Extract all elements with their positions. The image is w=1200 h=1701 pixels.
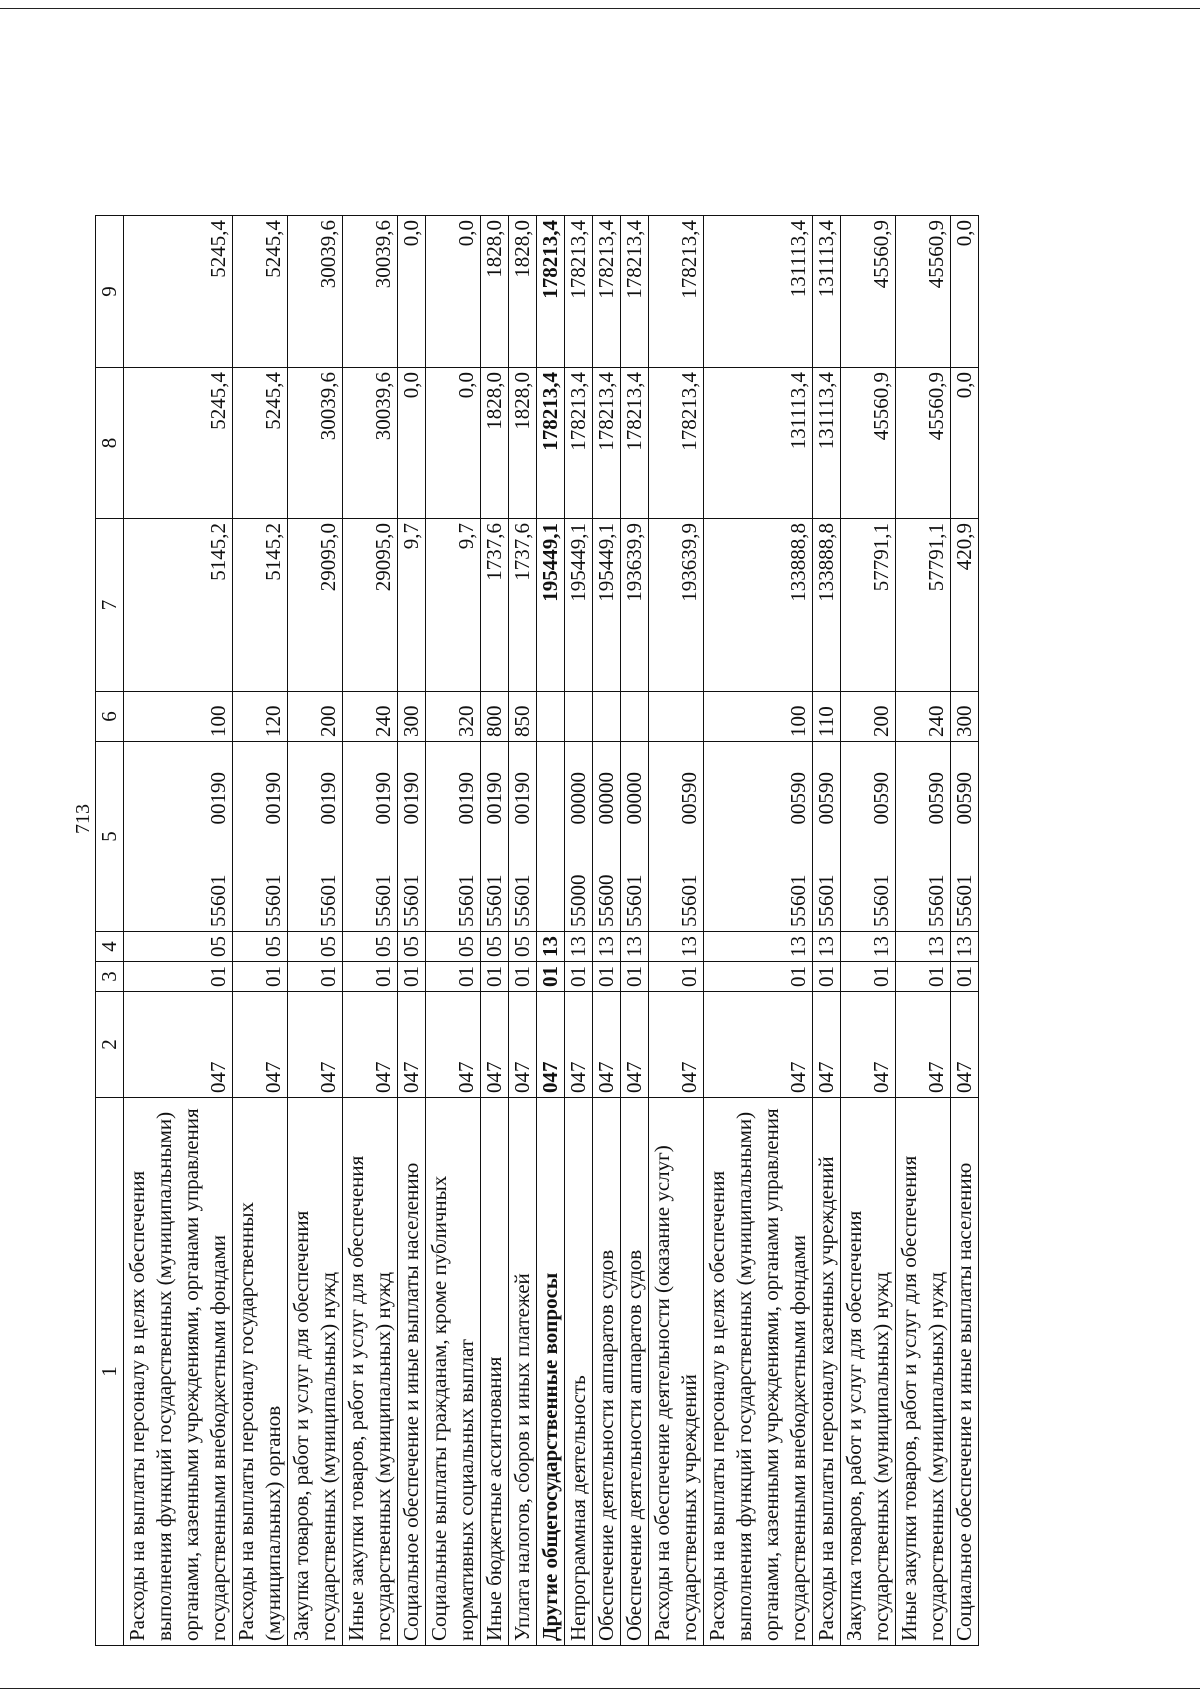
section-code: 01	[537, 962, 565, 992]
target-article-cell	[841, 742, 896, 932]
subsection-code: 13	[649, 932, 704, 962]
amount-col7: 9,7	[426, 519, 481, 692]
amount-col7: 133888,8	[704, 519, 813, 692]
section-code: 01	[593, 962, 621, 992]
amount-col7: 9,7	[398, 519, 426, 692]
table-row	[509, 216, 537, 1646]
amount-col8: 45560,9	[896, 368, 951, 519]
expense-type-code	[621, 692, 649, 742]
amount-col9: 0,0	[398, 216, 426, 368]
page-number: 713	[72, 804, 94, 834]
row-name: Обеспечение деятельности аппаратов судов	[621, 1098, 649, 1646]
subsection-code: 13	[537, 932, 565, 962]
row-name: Обеспечение деятельности аппаратов судов	[593, 1098, 621, 1646]
amount-col8: 0,0	[951, 368, 979, 519]
section-code: 01	[621, 962, 649, 992]
target-article-cell	[288, 742, 343, 932]
section-code: 01	[813, 962, 841, 992]
target-article-direction: 00000	[566, 772, 590, 825]
ministry-code: 047	[509, 992, 537, 1098]
target-article-direction: 00590	[952, 772, 976, 825]
amount-col9: 30039,6	[288, 216, 343, 368]
target-article-cell	[813, 742, 841, 932]
row-name: Непрограммная деятельность	[565, 1098, 593, 1646]
amount-col7: 133888,8	[813, 519, 841, 692]
target-article-direction: 00190	[399, 772, 423, 825]
target-article-program: 55601	[482, 874, 506, 927]
subsection-code: 05	[124, 932, 233, 962]
amount-col8: 178213,4	[537, 368, 565, 519]
expense-type-code: 800	[481, 692, 509, 742]
target-article-program: 55601	[399, 874, 423, 927]
expense-type-code: 200	[841, 692, 896, 742]
ministry-code: 047	[649, 992, 704, 1098]
ministry-code: 047	[288, 992, 343, 1098]
expense-type-code: 240	[896, 692, 951, 742]
table-row	[593, 216, 621, 1646]
row-name: Расходы на обеспечение деятельности (оказание услуг) государственных учреждений	[649, 1098, 704, 1646]
target-article-direction: 00000	[594, 772, 618, 825]
section-code: 01	[124, 962, 233, 992]
target-article-program: 55000	[566, 874, 590, 927]
section-code: 01	[704, 962, 813, 992]
column-header: 4	[96, 932, 124, 962]
target-article-direction: 00590	[677, 772, 701, 825]
row-name: Расходы на выплаты персоналу в целях обеспечения выполнения функций государственных (муниципальными) органами, казенными учреждениями, органами управления государственными внебюджетными фондами	[124, 1098, 233, 1646]
table-row	[537, 216, 565, 1646]
ministry-code: 047	[481, 992, 509, 1098]
expense-type-code	[593, 692, 621, 742]
amount-col8: 30039,6	[288, 368, 343, 519]
expense-type-code	[565, 692, 593, 742]
ministry-code: 047	[593, 992, 621, 1098]
column-header: 3	[96, 962, 124, 992]
table-row	[951, 216, 979, 1646]
amount-col9: 45560,9	[896, 216, 951, 368]
amount-col7: 5145,2	[233, 519, 288, 692]
target-article-direction: 00590	[814, 772, 838, 825]
ministry-code: 047	[398, 992, 426, 1098]
amount-col9: 5245,4	[124, 216, 233, 368]
expense-type-code: 300	[398, 692, 426, 742]
section-code: 01	[951, 962, 979, 992]
target-article-direction: 00190	[482, 772, 506, 825]
amount-col9: 178213,4	[649, 216, 704, 368]
table-row	[288, 216, 343, 1646]
amount-col8: 178213,4	[593, 368, 621, 519]
ministry-code: 047	[704, 992, 813, 1098]
target-article-direction: 00590	[924, 772, 948, 825]
amount-col8: 30039,6	[343, 368, 398, 519]
target-article-program: 55601	[261, 874, 285, 927]
section-code: 01	[565, 962, 593, 992]
budget-table	[95, 215, 979, 1646]
row-name: Расходы на выплаты персоналу казенных учреждений	[813, 1098, 841, 1646]
target-article-program: 55601	[371, 874, 395, 927]
amount-col7: 5145,2	[124, 519, 233, 692]
ministry-code: 047	[537, 992, 565, 1098]
target-article-cell	[509, 742, 537, 932]
expense-type-code: 850	[509, 692, 537, 742]
ministry-code: 047	[426, 992, 481, 1098]
ministry-code: 047	[565, 992, 593, 1098]
amount-col9: 30039,6	[343, 216, 398, 368]
amount-col9: 0,0	[951, 216, 979, 368]
row-name: Закупка товаров, работ и услуг для обеспечения государственных (муниципальных) нужд	[841, 1098, 896, 1646]
row-name: Расходы на выплаты персоналу государственных (муниципальных) органов	[233, 1098, 288, 1646]
column-header-row	[96, 216, 124, 1646]
amount-col9: 0,0	[426, 216, 481, 368]
row-name: Социальное обеспечение и иные выплаты населению	[398, 1098, 426, 1646]
target-article-cell	[951, 742, 979, 932]
table-row	[398, 216, 426, 1646]
amount-col8: 131113,4	[704, 368, 813, 519]
amount-col7: 195449,1	[593, 519, 621, 692]
section-code: 01	[398, 962, 426, 992]
amount-col8: 131113,4	[813, 368, 841, 519]
amount-col8: 5245,4	[124, 368, 233, 519]
ministry-code: 047	[841, 992, 896, 1098]
section-code: 01	[426, 962, 481, 992]
target-article-cell	[593, 742, 621, 932]
target-article-cell	[704, 742, 813, 932]
row-name: Иные бюджетные ассигнования	[481, 1098, 509, 1646]
column-header: 5	[96, 742, 124, 932]
target-article-program: 55601	[814, 874, 838, 927]
amount-col7: 29095,0	[288, 519, 343, 692]
section-code: 01	[343, 962, 398, 992]
expense-type-code: 320	[426, 692, 481, 742]
table-row	[343, 216, 398, 1646]
row-name: Закупка товаров, работ и услуг для обеспечения государственных (муниципальных) нужд	[288, 1098, 343, 1646]
table-body	[124, 216, 979, 1646]
amount-col7: 195449,1	[565, 519, 593, 692]
column-header: 8	[96, 368, 124, 519]
table-row	[649, 216, 704, 1646]
amount-col9: 178213,4	[621, 216, 649, 368]
target-article-program: 55601	[677, 874, 701, 927]
column-header: 7	[96, 519, 124, 692]
table-row	[565, 216, 593, 1646]
ministry-code: 047	[896, 992, 951, 1098]
ministry-code: 047	[124, 992, 233, 1098]
table-row	[813, 216, 841, 1646]
row-name: Социальные выплаты гражданам, кроме публичных нормативных социальных выплат	[426, 1098, 481, 1646]
subsection-code: 13	[813, 932, 841, 962]
amount-col8: 1828,0	[509, 368, 537, 519]
target-article-program: 55601	[952, 874, 976, 927]
section-code: 01	[233, 962, 288, 992]
table-row	[704, 216, 813, 1646]
amount-col7: 193639,9	[649, 519, 704, 692]
amount-col7: 1737,6	[481, 519, 509, 692]
target-article-program: 55601	[622, 874, 646, 927]
amount-col7: 193639,9	[621, 519, 649, 692]
target-article-program: 55601	[454, 874, 478, 927]
expense-type-code: 120	[233, 692, 288, 742]
row-name: Иные закупки товаров, работ и услуг для обеспечения государственных (муниципальных) нужд	[343, 1098, 398, 1646]
amount-col8: 178213,4	[621, 368, 649, 519]
target-article-direction: 00190	[454, 772, 478, 825]
table-row	[896, 216, 951, 1646]
subsection-code: 13	[951, 932, 979, 962]
section-code: 01	[509, 962, 537, 992]
table-row	[841, 216, 896, 1646]
subsection-code: 05	[509, 932, 537, 962]
amount-col9: 5245,4	[233, 216, 288, 368]
expense-type-code	[537, 692, 565, 742]
target-article-cell	[343, 742, 398, 932]
table-row	[233, 216, 288, 1646]
subsection-code: 13	[621, 932, 649, 962]
amount-col8: 1828,0	[481, 368, 509, 519]
target-article-program: 55601	[786, 874, 810, 927]
column-header: 2	[96, 992, 124, 1098]
target-article-direction: 00190	[206, 772, 230, 825]
target-article-program: 55601	[206, 874, 230, 927]
target-article-direction: 00190	[316, 772, 340, 825]
target-article-program: 55601	[316, 874, 340, 927]
amount-col7: 195449,1	[537, 519, 565, 692]
table-row	[124, 216, 233, 1646]
subsection-code: 13	[841, 932, 896, 962]
subsection-code: 05	[288, 932, 343, 962]
subsection-code: 05	[398, 932, 426, 962]
amount-col9: 45560,9	[841, 216, 896, 368]
subsection-code: 05	[343, 932, 398, 962]
amount-col9: 178213,4	[565, 216, 593, 368]
target-article-cell	[398, 742, 426, 932]
section-code: 01	[649, 962, 704, 992]
expense-type-code	[649, 692, 704, 742]
amount-col8: 178213,4	[565, 368, 593, 519]
amount-col9: 131113,4	[813, 216, 841, 368]
target-article-direction: 00190	[261, 772, 285, 825]
row-name: Другие общегосударственные вопросы	[537, 1098, 565, 1646]
subsection-code: 13	[704, 932, 813, 962]
subsection-code: 13	[565, 932, 593, 962]
expense-type-code: 110	[813, 692, 841, 742]
expense-type-code: 100	[704, 692, 813, 742]
table-row	[621, 216, 649, 1646]
subsection-code: 05	[233, 932, 288, 962]
table-row	[481, 216, 509, 1646]
target-article-cell	[537, 742, 565, 932]
amount-col7: 57791,1	[896, 519, 951, 692]
amount-col8: 0,0	[398, 368, 426, 519]
ministry-code: 047	[621, 992, 649, 1098]
expense-type-code: 200	[288, 692, 343, 742]
section-code: 01	[896, 962, 951, 992]
target-article-direction: 00190	[371, 772, 395, 825]
amount-col9: 1828,0	[481, 216, 509, 368]
row-name: Уплата налогов, сборов и иных платежей	[509, 1098, 537, 1646]
target-article-cell	[124, 742, 233, 932]
expense-type-code: 100	[124, 692, 233, 742]
section-code: 01	[841, 962, 896, 992]
column-header: 1	[96, 1098, 124, 1646]
target-article-direction: 00590	[869, 772, 893, 825]
ministry-code: 047	[343, 992, 398, 1098]
amount-col8: 45560,9	[841, 368, 896, 519]
amount-col9: 1828,0	[509, 216, 537, 368]
expense-type-code: 240	[343, 692, 398, 742]
ministry-code: 047	[813, 992, 841, 1098]
target-article-program: 55601	[510, 874, 534, 927]
row-name: Иные закупки товаров, работ и услуг для обеспечения государственных (муниципальных) нужд	[896, 1098, 951, 1646]
target-article-program: 55601	[869, 874, 893, 927]
row-name: Расходы на выплаты персоналу в целях обеспечения выполнения функций государственных (муниципальными) органами, казенными учреждениями, органами управления государственными внебюджетными фондами	[704, 1098, 813, 1646]
row-name: Социальное обеспечение и иные выплаты населению	[951, 1098, 979, 1646]
ministry-code: 047	[951, 992, 979, 1098]
target-article-direction: 00590	[786, 772, 810, 825]
target-article-cell	[649, 742, 704, 932]
subsection-code: 13	[896, 932, 951, 962]
section-code: 01	[288, 962, 343, 992]
subsection-code: 05	[481, 932, 509, 962]
amount-col7: 57791,1	[841, 519, 896, 692]
amount-col9: 178213,4	[593, 216, 621, 368]
column-header: 9	[96, 216, 124, 368]
amount-col9: 178213,4	[537, 216, 565, 368]
amount-col8: 178213,4	[649, 368, 704, 519]
subsection-code: 13	[593, 932, 621, 962]
target-article-direction: 00190	[510, 772, 534, 825]
target-article-cell	[565, 742, 593, 932]
amount-col7: 29095,0	[343, 519, 398, 692]
amount-col7: 1737,6	[509, 519, 537, 692]
section-code: 01	[481, 962, 509, 992]
ministry-code: 047	[233, 992, 288, 1098]
target-article-cell	[481, 742, 509, 932]
target-article-program: 55601	[924, 874, 948, 927]
target-article-cell	[621, 742, 649, 932]
target-article-cell	[896, 742, 951, 932]
target-article-program: 55600	[594, 874, 618, 927]
column-header: 6	[96, 692, 124, 742]
subsection-code: 05	[426, 932, 481, 962]
amount-col7: 420,9	[951, 519, 979, 692]
amount-col8: 0,0	[426, 368, 481, 519]
target-article-direction: 00000	[622, 772, 646, 825]
target-article-cell	[426, 742, 481, 932]
expense-type-code: 300	[951, 692, 979, 742]
target-article-cell	[233, 742, 288, 932]
amount-col9: 131113,4	[704, 216, 813, 368]
amount-col8: 5245,4	[233, 368, 288, 519]
table-row	[426, 216, 481, 1646]
